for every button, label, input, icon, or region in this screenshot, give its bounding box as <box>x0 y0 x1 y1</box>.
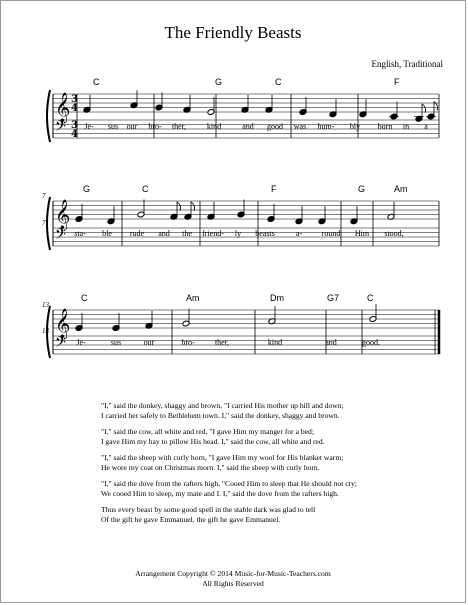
lyric-syllable: sus <box>107 122 119 131</box>
lyric-syllable: our <box>143 338 155 347</box>
note <box>414 104 426 122</box>
music-system <box>42 184 439 250</box>
verse-line: "I," said the sheep with curly horn, "I gave Him my wool for His blanket warm; <box>101 453 344 462</box>
grand-staff-brace <box>47 197 50 250</box>
lyric-syllable: ther, <box>171 122 187 131</box>
note <box>389 102 399 120</box>
verse-line: We cooed Him to sleep, my mate and I. I," said the dove from the rafters high. <box>101 489 339 498</box>
lyric-syllable: Je- <box>76 338 86 347</box>
note <box>75 204 83 222</box>
chord-symbol: G7 <box>327 293 340 303</box>
note <box>207 202 215 220</box>
lyric-syllable: sta- <box>74 229 86 238</box>
lyric-syllable: born <box>377 122 393 131</box>
note <box>350 206 358 224</box>
lyric-syllable: and <box>158 229 170 238</box>
lyric-syllable: was <box>293 122 307 131</box>
measure-number: 13 <box>42 301 49 309</box>
lyric-syllable: ther, <box>214 338 230 347</box>
measure-number: 7 <box>42 192 46 200</box>
verse-line: Of the gift he gave Emmanuel, the gift he gave Emmanuel. <box>101 515 281 524</box>
verse-line: I gave Him my hay to pillow His head. I," said the cow, all white and red. <box>101 437 325 446</box>
chord-symbol: C <box>142 184 149 194</box>
note <box>83 95 91 113</box>
note <box>241 95 249 113</box>
note <box>145 311 153 329</box>
note <box>182 309 190 327</box>
lyric-syllable: a <box>424 122 428 131</box>
treble-clef-icon: 𝄞 <box>55 93 71 123</box>
chord-symbol: C <box>367 293 374 303</box>
chord-symbol: G <box>215 77 223 87</box>
composer-credit: English, Traditional <box>371 59 443 69</box>
note <box>318 206 326 224</box>
time-signature-numerator: 3 <box>71 120 78 131</box>
lyric-syllable: bly <box>349 122 361 131</box>
verse <box>101 453 441 473</box>
note <box>183 95 191 113</box>
lyric-syllable: bro- <box>181 338 195 347</box>
note <box>75 313 83 331</box>
chord-symbol: Am <box>186 293 200 303</box>
verse <box>101 479 441 499</box>
lyric-syllable: Him <box>354 229 370 238</box>
note <box>265 95 273 113</box>
note <box>184 202 194 220</box>
lyric-syllable: ble <box>102 229 112 238</box>
note <box>268 306 276 324</box>
chord-symbol: F <box>271 184 277 194</box>
chord-symbol: C <box>93 77 100 87</box>
verse <box>101 401 441 421</box>
lyric-syllable: and <box>242 122 254 131</box>
lyric-syllable: hum- <box>317 122 335 131</box>
lyric-syllable: good. <box>362 338 380 347</box>
chord-symbol: Dm <box>270 293 284 303</box>
note <box>267 204 275 222</box>
rights-text: All Rights Reserved <box>202 579 264 588</box>
lyric-syllable: kind <box>267 338 283 347</box>
chord-symbol: G <box>83 184 91 194</box>
treble-clef-icon: 𝄞 <box>55 309 71 339</box>
note <box>359 99 367 117</box>
note <box>207 97 215 115</box>
note <box>107 206 115 224</box>
note <box>130 90 138 108</box>
lyric-syllable: rude <box>129 229 145 238</box>
note-flag <box>422 104 426 113</box>
verse-line: Thus every beast by some good spell in the stable dark was glad to tell <box>101 505 316 514</box>
bass-clef-icon: 𝄢 <box>55 334 66 355</box>
lyric-syllable: the <box>182 229 192 238</box>
treble-clef-icon: 𝄞 <box>55 200 71 230</box>
verse <box>101 427 441 447</box>
time-signature-denominator: 4 <box>71 129 78 140</box>
lyric-syllable: friend- <box>202 229 224 238</box>
lyric-syllable: beasts <box>255 229 275 238</box>
lyric-syllable: a- <box>295 229 303 238</box>
verse <box>101 505 441 525</box>
chord-symbol: C <box>81 293 88 303</box>
chord-symbol: Am <box>394 184 408 194</box>
note <box>170 202 180 220</box>
lyric-syllable: in <box>402 122 410 131</box>
bass-clef-icon: 𝄢 <box>55 118 66 139</box>
lyric-syllable: ly <box>234 229 242 238</box>
verse-line: "I," said the cow, all white and red, "I gave Him my manger for a bed; <box>101 427 314 436</box>
lyric-syllable: our <box>126 122 138 131</box>
bass-clef-icon: 𝄢 <box>55 226 66 247</box>
music-system <box>42 293 439 358</box>
note <box>237 200 245 218</box>
chord-symbol: F <box>394 77 400 87</box>
lyric-syllable: round <box>321 229 341 238</box>
lyric-syllable: kind <box>206 122 222 131</box>
time-signature-numerator: 3 <box>71 94 78 105</box>
chord-symbol: G <box>358 184 366 194</box>
music-score <box>1 1 467 401</box>
note <box>369 304 377 322</box>
lyric-syllable: and <box>325 338 337 347</box>
verses-block <box>101 401 441 531</box>
verse-line: I carried her safely to Bethlehem town. I," said the donkey, shaggy and brown. <box>101 411 340 420</box>
lyric-syllable: sus <box>110 338 122 347</box>
time-signature-denominator: 4 <box>71 103 78 114</box>
note <box>387 202 395 220</box>
note <box>299 97 307 115</box>
verse-line: "I," said the donkey, shaggy and brown, "I carried His mother up hill and down; <box>101 401 344 410</box>
song-title: The Friendly Beasts <box>164 23 302 42</box>
note <box>295 206 303 224</box>
lyric-syllable: good <box>267 122 283 131</box>
verse-line: "I," said the dove from the rafters high, "Cooed Him to sleep that He should not cry; <box>101 479 358 488</box>
note <box>112 313 120 331</box>
music-system <box>47 77 439 142</box>
measure-number: 13 <box>42 327 49 335</box>
note <box>137 200 145 218</box>
footer <box>1 569 465 589</box>
chord-symbol: C <box>275 77 282 87</box>
measure-number: 7 <box>42 219 46 227</box>
copyright-text: Arrangement Copyright © 2014 Music-for-Music-Teachers.com <box>135 569 331 578</box>
note-flag <box>191 202 195 211</box>
note-flag <box>177 202 181 211</box>
verse-line: He wore my coat on Christmas morn. I," said the sheep with curly horn. <box>101 463 320 472</box>
note <box>426 102 438 120</box>
lyric-syllable: Je- <box>84 122 94 131</box>
note <box>329 99 337 117</box>
note <box>155 93 163 111</box>
lyric-syllable: stood, <box>384 229 404 238</box>
lyric-syllable: bro- <box>148 122 162 131</box>
grand-staff-brace <box>47 90 50 142</box>
